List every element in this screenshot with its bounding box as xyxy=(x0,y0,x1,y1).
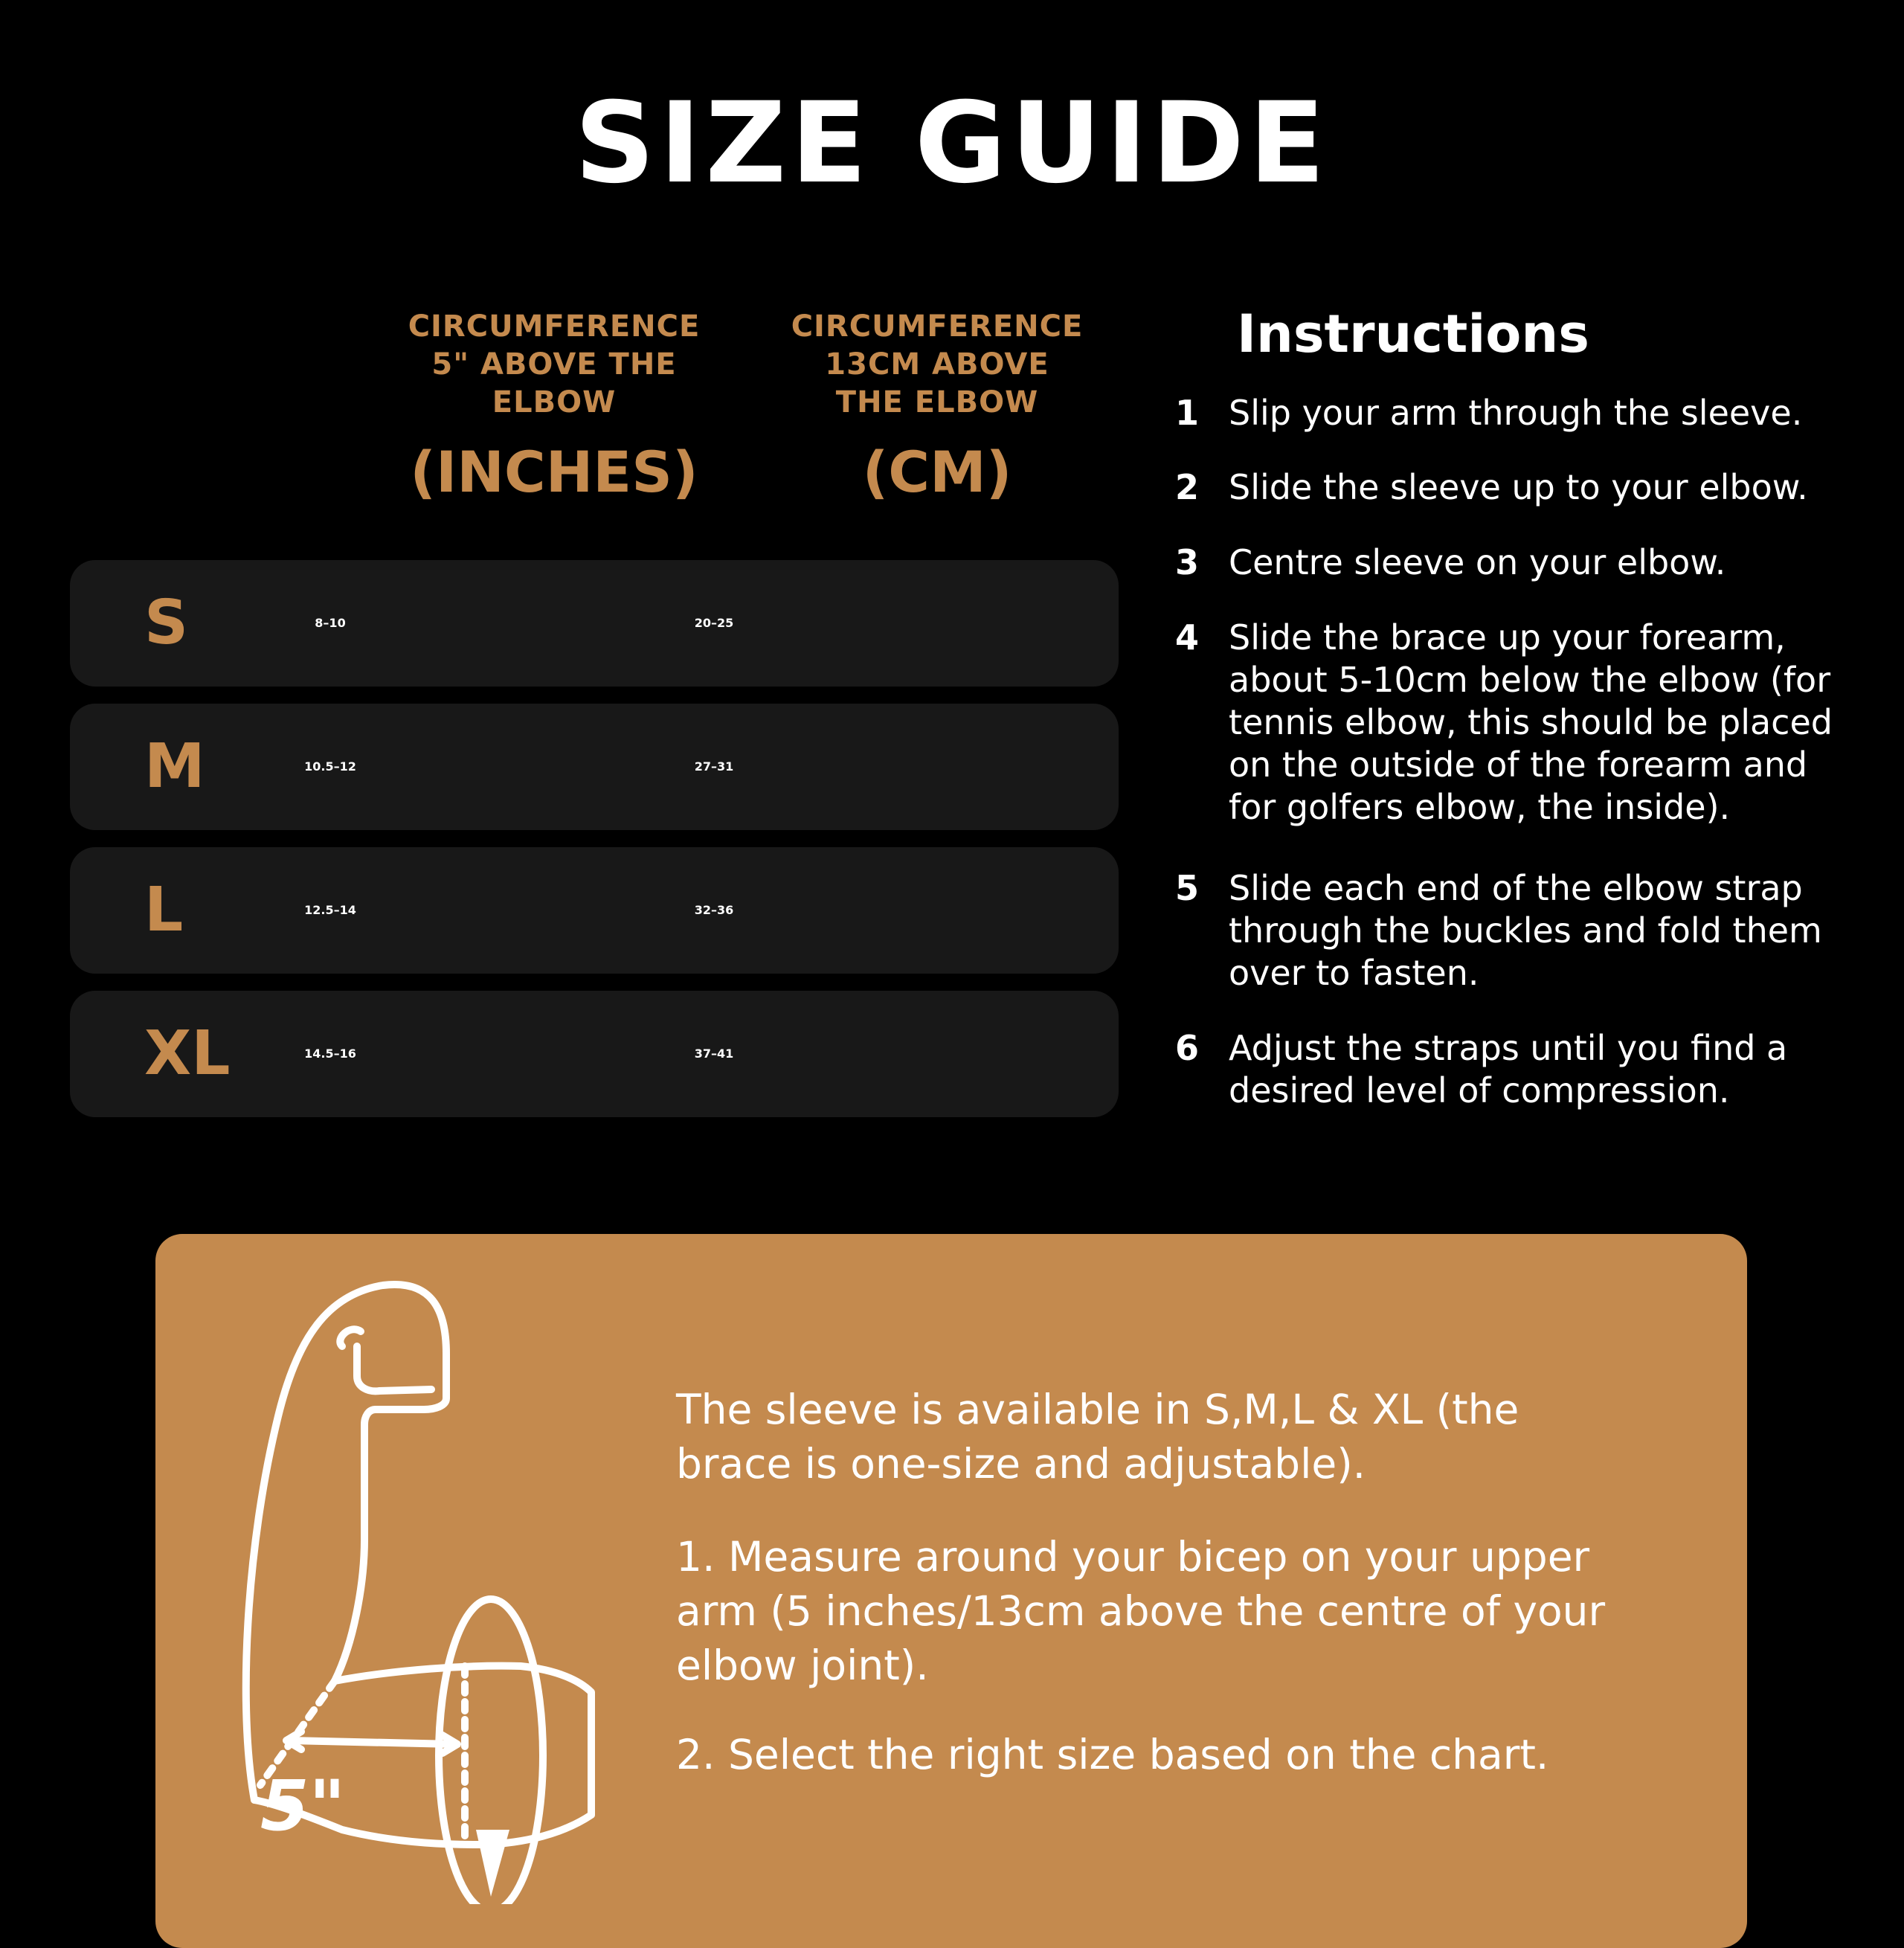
column-description: CIRCUMFERENCE 5" ABOVE THE ELBOW xyxy=(408,309,701,420)
column-unit: (INCHES) xyxy=(410,439,698,505)
size-inches: 14.5–16 xyxy=(304,1047,356,1061)
size-inches: 10.5–12 xyxy=(304,759,356,774)
size-row-s xyxy=(70,560,1119,687)
instruction-step: 5 Slide each end of the elbow strap through the buckles and fold them over to fasten. xyxy=(1175,868,1822,993)
size-cm: 27–31 xyxy=(694,759,734,774)
size-cm: 32–36 xyxy=(694,903,734,917)
flexed-arm-measure-icon xyxy=(208,1264,625,1904)
size-label: S xyxy=(144,588,189,658)
step-number: 3 xyxy=(1175,542,1200,582)
instruction-step: 2 Slide the sleeve up to your elbow. xyxy=(1175,467,1808,507)
column-unit: (CM) xyxy=(862,439,1012,505)
step-number: 6 xyxy=(1175,1028,1200,1068)
instructions-title: Instructions xyxy=(1237,303,1589,364)
size-label: L xyxy=(144,875,184,945)
column-description: CIRCUMFERENCE 13CM ABOVE THE ELBOW xyxy=(791,309,1084,420)
instruction-step: 3 Centre sleeve on your elbow. xyxy=(1175,542,1726,582)
measure-step-text: 1. Measure around your bicep on your upper arm (5 inches/13cm above the centre of your elbow joint). xyxy=(676,1533,1606,1689)
instruction-step: 4 Slide the brace up your forearm, about 5-10cm below the elbow (for tennis elbow, this should be placed on the outside of the forearm and for golfers elbow, the inside). xyxy=(1175,617,1833,827)
five-inch-label: 5" xyxy=(260,1766,346,1847)
instruction-step: 1 Slip your arm through the sleeve. xyxy=(1175,393,1803,433)
step-number: 2 xyxy=(1175,467,1200,507)
size-row-l xyxy=(70,847,1119,974)
select-step-text: 2. Select the right size based on the chart. xyxy=(676,1731,1549,1778)
availability-text: The sleeve is available in S,M,L & XL (the brace is one-size and adjustable). xyxy=(676,1386,1519,1488)
step-number: 4 xyxy=(1175,617,1200,658)
size-cm: 37–41 xyxy=(694,1047,734,1061)
column-header-inches xyxy=(368,308,740,505)
size-label: XL xyxy=(144,1018,231,1089)
size-inches: 12.5–14 xyxy=(304,903,356,917)
size-cm: 20–25 xyxy=(694,616,734,630)
size-row-m xyxy=(70,704,1119,830)
size-label: M xyxy=(144,731,205,802)
size-inches: 8–10 xyxy=(315,616,346,630)
column-header-cm xyxy=(751,308,1123,505)
page-title: SIZE GUIDE xyxy=(574,79,1330,208)
step-number: 5 xyxy=(1175,868,1200,908)
size-row-xl xyxy=(70,991,1119,1117)
step-number: 1 xyxy=(1175,393,1200,433)
instruction-step: 6 Adjust the straps until you find a desired level of compression. xyxy=(1175,1028,1788,1110)
